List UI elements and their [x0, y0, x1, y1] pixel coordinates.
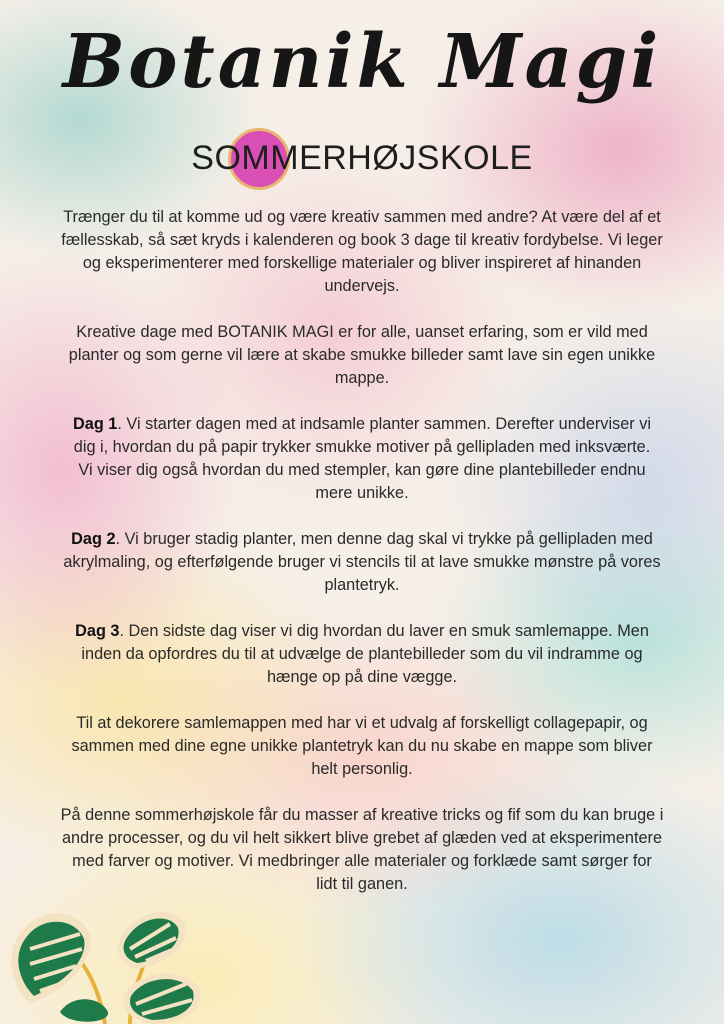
subtitle-block — [0, 128, 724, 192]
audience-paragraph: Kreative dage med BOTANIK MAGI er for alle, uanset erfaring, som er vild med planter og som gerne vil lære at skabe smukke billeder samt lave sin egen unikke mappe. — [68, 323, 656, 387]
day1-extra-paragraph: Vi viser dig også hvordan du med stempler, kan gøre dine plantebilleder endnu mere unikke. — [78, 461, 646, 502]
day3-label: Dag 3 — [75, 622, 120, 640]
day3-paragraph — [60, 620, 664, 689]
day3-text: . Den sidste dag viser vi dig hvordan du laver en smuk samlemappe. Men inden da opfordres du til at udvælge de plantebilleder som du vil indramme og hænge op på dine vægge. — [81, 622, 649, 686]
subtitle: SOMMERHØJSKOLE — [191, 139, 533, 177]
collage-paragraph: Til at dekorere samlemappen med har vi et udvalg af forskelligt collagepapir, og sammen med dine egne unikke plantetryk kan du nu skabe en mappe som bliver helt personlig. — [71, 714, 653, 778]
day2-paragraph — [60, 528, 664, 597]
page-title: Botanik Magi — [62, 19, 662, 105]
monstera-plant-icon — [0, 894, 220, 1024]
day1-paragraph — [60, 413, 664, 459]
closing-paragraph: På denne sommerhøjskole får du masser af kreative tricks og fif som du kan bruge i andre processer, og du vil helt sikkert blive grebet af glæden ved at eksperimentere med farver og motiver. Vi medbringer alle materialer og forklæde samt sørger for lidt til ganen. — [60, 806, 664, 893]
day1-text: . Vi starter dagen med at indsamle planter sammen. Derefter underviser vi dig i, hvordan du på papir trykker smukke motiver på gellipladen med inksværte. — [73, 415, 651, 456]
day2-label: Dag 2 — [71, 530, 116, 548]
day1-label: Dag 1 — [73, 415, 118, 433]
day2-text: . Vi bruger stadig planter, men denne dag skal vi trykke på gellipladen med akrylmaling, og efterfølgende bruger vi stencils til at lave smukke mønstre på vores plantetryk. — [63, 530, 661, 594]
intro-paragraph: Trænger du til at komme ud og være kreativ sammen med andre? At være del af et fællesskab, så sæt kryds i kalenderen og book 3 dage til kreativ fordybelse. Vi leger og eksperimenterer med forskellige materialer og bliver inspireret af hinanden undervejs. — [61, 208, 663, 295]
body-text — [60, 206, 664, 919]
